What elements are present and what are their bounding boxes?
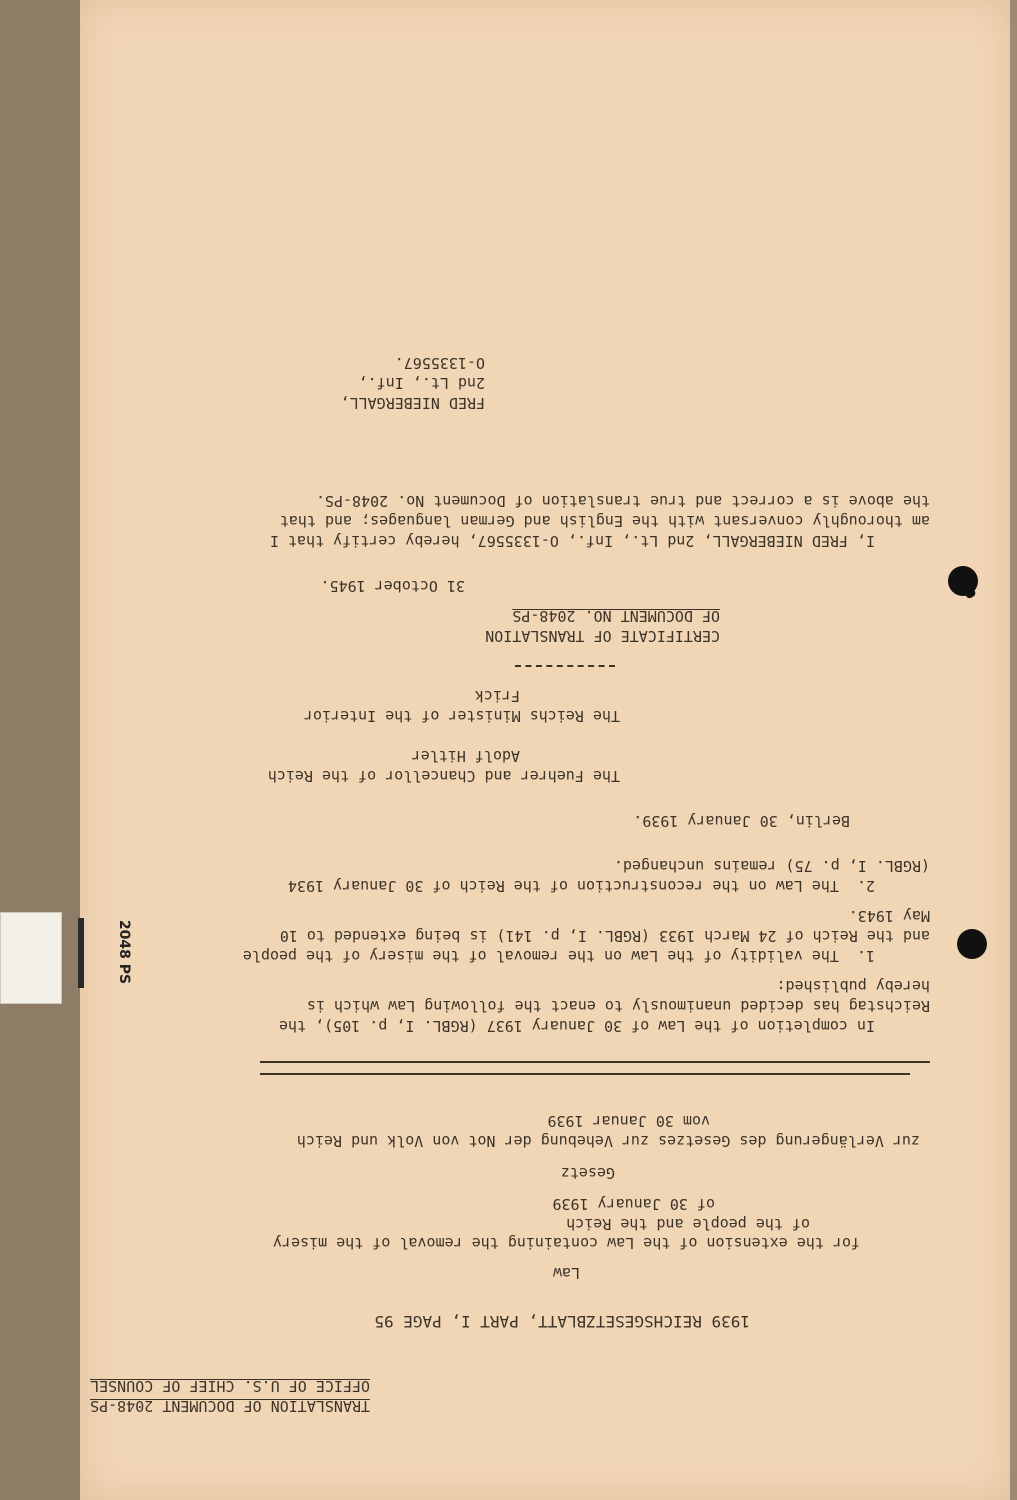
law-heading: Law [552,1264,580,1282]
punch-hole-lower [957,929,987,959]
law-subtitle-2: of the people and the Reich [566,1215,810,1233]
stamp-edge-mark [78,918,84,988]
punch-hole-upper [948,566,978,596]
law-date: of 30 January 1939 [552,1195,715,1213]
signature-1-title: The Fuehrer and Chancellor of the Reich [267,767,620,785]
certificate-heading-1: CERTIFICATE OF TRANSLATION [485,627,720,645]
certificate-signature-rank: 2nd Lt., Inf., [358,374,485,392]
certificate-signature-number: O-1335567. [394,354,485,372]
section-2-line-1: 2. The Law on the reconstruction of the Reich of 30 January 1934 [288,877,875,895]
header-line-1: TRANSLATION OF DOCUMENT 2048-PS [90,1397,370,1415]
german-heading: Gesetz [560,1164,615,1182]
section-1-line-1: 1. The validity of the Law on the removal of the misery of the people [242,947,875,965]
section-1-line-3: May 1943. [848,907,930,925]
header-line-2: OFFICE OF U.S. CHIEF OF COUNSEL [90,1377,370,1395]
certificate-text-line-3: the above is a correct and true translation of Document No. 2048-PS. [315,492,930,510]
section-1-line-2: and the Reich of 24 March 1933 (RGBL. I, p. 141) is being extended to 10 [279,927,930,945]
document-page [80,0,1010,1500]
signature-2-name: Frick [474,687,520,705]
certificate-text-line-1: I, FRED NIEBERGALL, 2nd Lt., Inf., O-1335567, hereby certify that I [269,532,875,550]
certificate-heading-2: OF DOCUMENT NO. 2048-PS [512,607,720,625]
document-content-rotated [80,0,1010,1500]
place-date: Berlin, 30 January 1939. [633,812,850,830]
exhibit-stamp-tab [0,912,62,1004]
paragraph-1-line-2: Reichstag has decided unanimously to enact the following Law which is [306,997,930,1015]
page-left-edge [0,0,80,1500]
separator-rule-2 [260,1061,930,1063]
section-2-line-2: (RGBL. I, p. 75) remains unchanged. [613,857,930,875]
signature-1-name: Adolf Hitler [411,747,520,765]
signature-2-title: The Reichs Minister of the Interior [303,707,620,725]
exhibit-stamp-label-vertical: 2048 PS [116,919,133,985]
document-title: 1939 REICHSGESETZBLATT, PART I, PAGE 95 [374,1312,750,1331]
certificate-dash-rule [515,665,615,667]
german-title-2: vom 30 Januar 1939 [547,1112,710,1130]
paragraph-1-line-1: In completion of the Law of 30 January 1937 (RGBL. I, p. 105), the [278,1017,875,1035]
certificate-signature-name: FRED NIEBERGALL, [340,394,485,412]
separator-rule-1 [260,1073,910,1075]
german-title-1: zur Verlängerung des Gesetzes zur Vehebung der Not von Volk und Reich [296,1132,920,1150]
paragraph-1-line-3: hereby published: [776,977,930,995]
certificate-text-line-2: am thoroughly conversant with the English and German languages; and that [279,512,930,530]
certificate-date: 31 October 1945. [320,577,465,595]
law-subtitle-1: for the extension of the Law containing the removal of the misery [273,1234,860,1252]
